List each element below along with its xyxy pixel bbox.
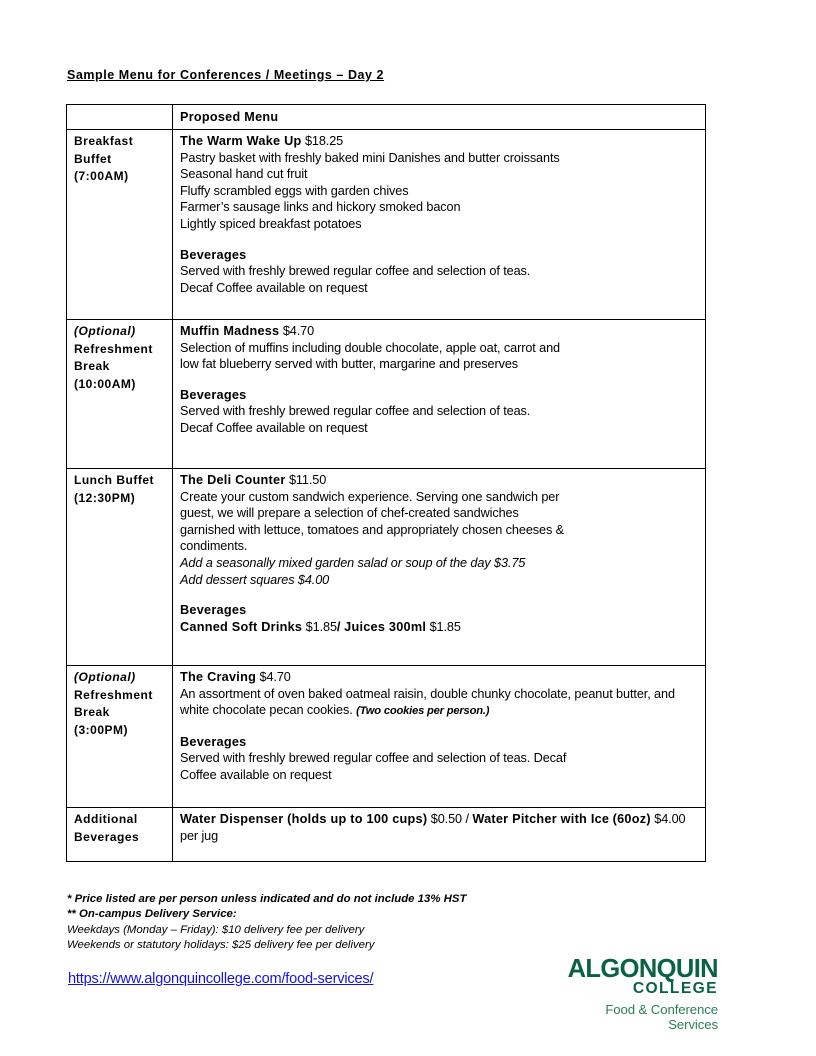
- time-line: Additional: [74, 812, 138, 826]
- table-header-row: [67, 105, 706, 130]
- menu-item-title: Muffin Madness: [180, 324, 280, 338]
- time-line: Break: [74, 359, 110, 373]
- beverage-separator: /: [336, 619, 341, 634]
- header-cell-menu: [173, 105, 706, 130]
- time-cell-additional: [67, 808, 173, 862]
- logo-college-label: COLLEGE: [632, 980, 718, 997]
- menu-description-line: Lightly spiced breakfast potatoes: [180, 216, 362, 231]
- header-menu-label: Proposed Menu: [180, 110, 279, 124]
- table-row: [67, 808, 706, 862]
- spacer: [180, 233, 700, 247]
- beverages-line: Served with freshly brewed regular coffee and selection of teas.: [180, 404, 531, 419]
- menu-description-line: guest, we will prepare a selection of chef-created sandwiches: [180, 506, 519, 521]
- beverages-heading: Beverages: [180, 603, 247, 618]
- menu-description-line: Seasonal hand cut fruit: [180, 167, 308, 182]
- price-separator: /: [465, 812, 469, 826]
- water-dispenser-price: $0.50: [430, 812, 463, 826]
- menu-item-title: The Deli Counter: [180, 473, 286, 487]
- menu-item-price: $4.70: [259, 670, 291, 684]
- menu-cell-additional: [173, 808, 706, 862]
- menu-cell-break-morning: [173, 320, 706, 469]
- time-line: Break: [74, 705, 110, 719]
- menu-cell-lunch: [173, 469, 706, 666]
- menu-description-line: peanut butter, and white chocolate pecan cookies.: [180, 686, 675, 718]
- footnote-line: Weekdays (Monday – Friday): $10 delivery fee per delivery: [67, 923, 365, 936]
- time-cell-breakfast: [67, 130, 173, 320]
- water-pitcher-size: (60oz): [612, 812, 651, 826]
- water-dispenser-label: Water Dispenser (holds up to 100 cups): [180, 812, 428, 826]
- beverages-price-line: [180, 619, 700, 636]
- menu-item-title: The Craving: [180, 670, 257, 684]
- menu-description-paragraph: [180, 686, 700, 720]
- spacer: [180, 373, 700, 387]
- menu-description-line: garnished with lettuce, tomatoes and appropriately chosen cheeses &: [180, 522, 565, 537]
- beverage-name: Juices 300ml: [344, 619, 427, 634]
- menu-item-title-line: [180, 472, 700, 489]
- page-title: Sample Menu for Conferences / Meetings – Day 2: [67, 68, 385, 82]
- footnote-line: * Price listed are per person unless indicated and do not include 13% HST: [67, 893, 467, 905]
- menu-item-title-line: [180, 669, 700, 686]
- footnote-line: ** On-campus Delivery Service:: [67, 908, 237, 921]
- time-line: Breakfast: [74, 134, 134, 148]
- menu-item-title: The Warm Wake Up: [180, 134, 302, 148]
- beverage-name: Canned Soft Drinks: [180, 619, 303, 634]
- menu-table: [66, 104, 706, 862]
- menu-item-price: $4.70: [282, 324, 315, 338]
- spacer: [180, 720, 700, 734]
- menu-description-line: An assortment of oven baked oatmeal raisin, double chunky chocolate,: [180, 686, 571, 701]
- water-pitcher-unit: per jug: [180, 828, 219, 843]
- menu-description-line: Selection of muffins including double chocolate, apple oat, carrot and: [180, 340, 560, 355]
- time-cell-break-afternoon: [67, 666, 173, 808]
- table-row: [67, 130, 706, 320]
- time-line-optional: (Optional): [74, 324, 136, 338]
- menu-item-title-line: [180, 323, 700, 340]
- beverage-price: $1.85: [429, 619, 461, 634]
- menu-item-price: $11.50: [288, 473, 327, 487]
- menu-item-title-line: [180, 133, 700, 150]
- beverage-price: $1.85: [305, 619, 337, 634]
- logo-service-line-1: Food & Conference: [605, 1002, 718, 1017]
- time-line: (3:00PM): [74, 722, 129, 737]
- footnote-line: Weekends or statutory holidays: $25 delivery fee per delivery: [67, 939, 375, 952]
- table-row: [67, 320, 706, 469]
- beverages-line: Coffee available on request: [180, 767, 332, 782]
- time-cell-break-morning: [67, 320, 173, 469]
- time-line: Lunch Buffet: [74, 473, 154, 487]
- time-line: (10:00AM): [74, 376, 136, 391]
- time-line: (7:00AM): [74, 169, 129, 183]
- menu-addon-line: Add a seasonally mixed garden salad or soup of the day $3.75: [180, 555, 526, 570]
- table-row: [67, 469, 706, 666]
- footnotes: [67, 892, 466, 954]
- spacer: [180, 588, 700, 602]
- beverages-heading: Beverages: [180, 734, 247, 749]
- menu-item-price: $18.25: [304, 134, 344, 148]
- beverages-line: Decaf Coffee available on request: [180, 280, 368, 295]
- menu-description-line: Fluffy scrambled eggs with garden chives: [180, 183, 409, 198]
- time-line: Buffet: [74, 151, 112, 166]
- additional-beverages-paragraph: [180, 811, 700, 844]
- time-line: Beverages: [74, 829, 140, 844]
- logo-wordmark: ALGONQUIN: [567, 955, 718, 983]
- time-line: (12:30PM): [74, 490, 136, 505]
- time-cell-lunch: [67, 469, 173, 666]
- menu-description-line: Create your custom sandwich experience. Serving one sandwich per: [180, 489, 560, 504]
- algonquin-college-logo: [560, 957, 718, 1033]
- menu-description-line: Farmer’s sausage links and hickory smoked bacon: [180, 200, 461, 215]
- beverages-line: Decaf Coffee available on request: [180, 420, 368, 435]
- time-line: Refreshment: [74, 687, 153, 702]
- water-pitcher-price: $4.00: [654, 812, 686, 826]
- time-line: Refreshment: [74, 341, 153, 356]
- beverages-line: Served with freshly brewed regular coffee and selection of teas.: [180, 264, 531, 279]
- beverages-heading: Beverages: [180, 387, 247, 402]
- water-pitcher-label: Water Pitcher with Ice: [472, 812, 610, 826]
- table-row: [67, 666, 706, 808]
- menu-cell-breakfast: [173, 130, 706, 320]
- menu-description-line: condiments.: [180, 539, 248, 554]
- header-cell-time: [67, 105, 173, 130]
- menu-addon-line: Add dessert squares $4.00: [180, 572, 330, 587]
- beverages-heading: Beverages: [180, 247, 247, 262]
- logo-service-line-2: Services: [668, 1017, 718, 1033]
- menu-note: (Two cookies per person.): [356, 705, 490, 718]
- beverages-line: Served with freshly brewed regular coffee and selection of teas. Decaf: [180, 751, 567, 766]
- food-services-link[interactable]: https://www.algonquincollege.com/food-services/: [68, 971, 374, 987]
- menu-cell-break-afternoon: [173, 666, 706, 808]
- time-line-optional: (Optional): [74, 670, 136, 684]
- menu-description-line: low fat blueberry served with butter, margarine and preserves: [180, 357, 519, 372]
- menu-description-line: Pastry basket with freshly baked mini Danishes and butter croissants: [180, 150, 560, 165]
